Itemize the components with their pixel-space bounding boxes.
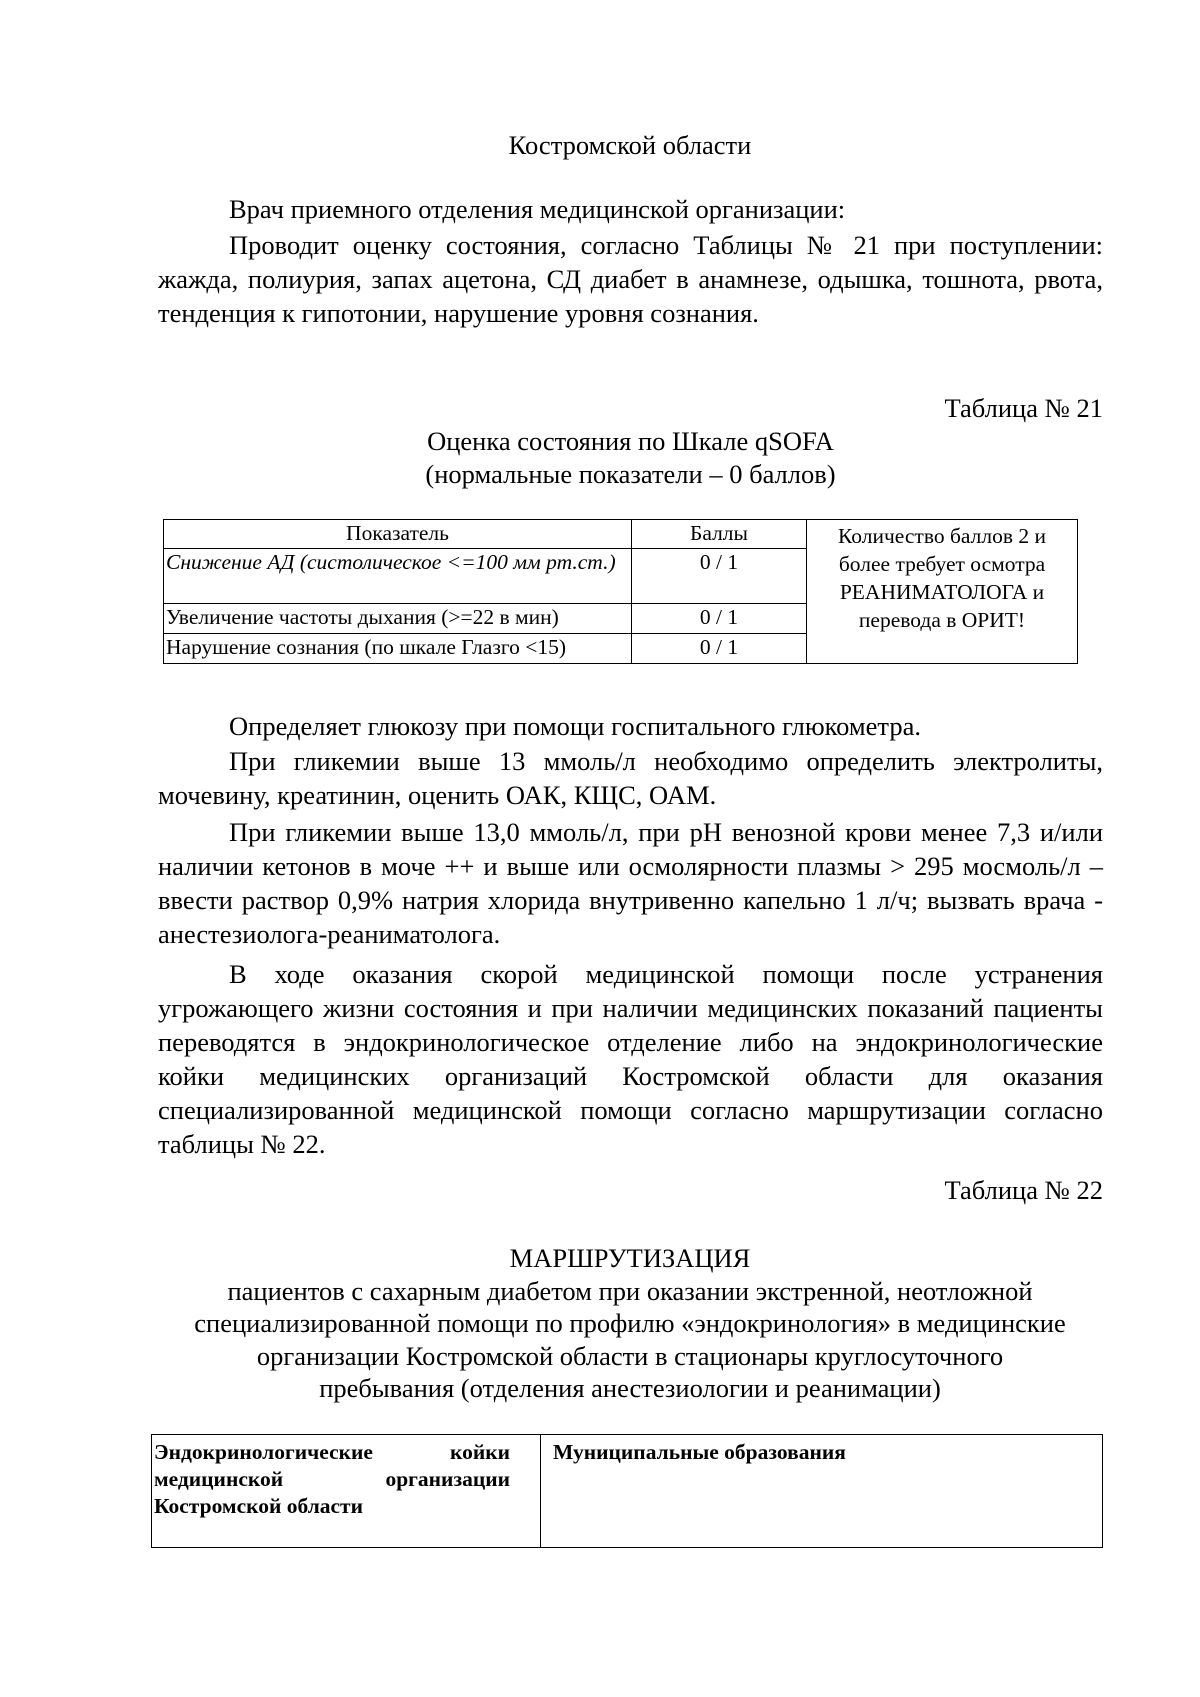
body-paragraph-3: При гликемии выше 13,0 ммоль/л, при pH венозной крови менее 7,3 и/или наличии кетонов в моче ++ и выше или осмолярности плазмы > 295 мосмоль/л – ввести раствор 0,9% натрия хлорида внутривенно капельно 1 л/ч; вызвать врача - анестезиолога-реаниматолога. bbox=[158, 817, 1103, 949]
body-paragraph-4: В ходе оказания скорой медицинской помощи после устранения угрожающего жизни состояния и при наличии медицинских показаний пациенты переводятся в эндокринологическое отделение либо на эндокринологические койки медицинских организаций Костромской области для оказания специализированной медицинской помощи согласно маршрутизации согласно таблицы № 22. bbox=[158, 959, 1103, 1159]
routing-subtitle-line2: специализированной помощи по профилю «эндокринология» в медицинские bbox=[194, 1308, 1066, 1338]
table21-title-line2: (нормальные показатели – 0 баллов) bbox=[425, 459, 836, 489]
body-paragraph-1: Определяет глюкозу при помощи госпитального глюкометра. bbox=[229, 711, 921, 741]
table22-label: Таблица № 22 bbox=[944, 1175, 1103, 1205]
routing-subtitle-line3: организации Костромской области в стационары круглосуточного bbox=[256, 1341, 1004, 1371]
table21-title-line1: Оценка состояния по Шкале qSOFA bbox=[427, 426, 834, 456]
table21-label: Таблица № 21 bbox=[944, 393, 1103, 423]
indicator-cell: Снижение АД (систолическое <=100 мм рт.ст.) bbox=[164, 549, 632, 604]
col-points-header: Баллы bbox=[632, 520, 807, 549]
intro-paragraph-1: Врач приемного отделения медицинской организации: bbox=[229, 194, 846, 224]
points-cell: 0 / 1 bbox=[632, 604, 807, 634]
routing-heading: МАРШРУТИЗАЦИЯ bbox=[509, 1243, 751, 1273]
routing-subtitle-line1: пациентов с сахарным диабетом при оказании экстренной, неотложной bbox=[227, 1276, 1033, 1306]
table-header-row bbox=[164, 520, 1078, 549]
reanimation-note: Количество баллов 2 и более требует осмотра РЕАНИМАТОЛОГА и перевода в ОРИТ! bbox=[807, 520, 1078, 664]
indicator-cell: Увеличение частоты дыхания (>=22 в мин) bbox=[164, 604, 632, 634]
region-header: Костромской области bbox=[508, 130, 752, 160]
points-cell: 0 / 1 bbox=[632, 634, 807, 664]
col-indicator-header: Показатель bbox=[164, 520, 632, 549]
points-cell: 0 / 1 bbox=[632, 549, 807, 604]
routing-subtitle-line4: пребывания (отделения анестезиологии и реанимации) bbox=[319, 1373, 941, 1403]
intro-paragraph-2: Проводит оценку состояния, согласно Таблицы № 21 при поступлении: жажда, полиурия, запах ацетона, СД диабет в анамнезе, одышка, тошнота, рвота, тенденция к гипотонии, нарушение уровня сознания. bbox=[158, 230, 1103, 328]
qsofa-table bbox=[163, 519, 1078, 664]
table-header-row bbox=[152, 1435, 1103, 1548]
col-endocrine-beds-header: Эндокринологические койки медицинской организации Костромской области bbox=[152, 1435, 541, 1548]
col-municipalities-header: Муниципальные образования bbox=[541, 1435, 1103, 1548]
body-paragraph-2: При гликемии выше 13 ммоль/л необходимо определить электролиты, мочевину, креатинин, оценить ОАК, КЩС, ОАМ. bbox=[158, 746, 1103, 810]
routing-table bbox=[151, 1434, 1103, 1548]
indicator-cell: Нарушение сознания (по шкале Глазго <15) bbox=[164, 634, 632, 664]
